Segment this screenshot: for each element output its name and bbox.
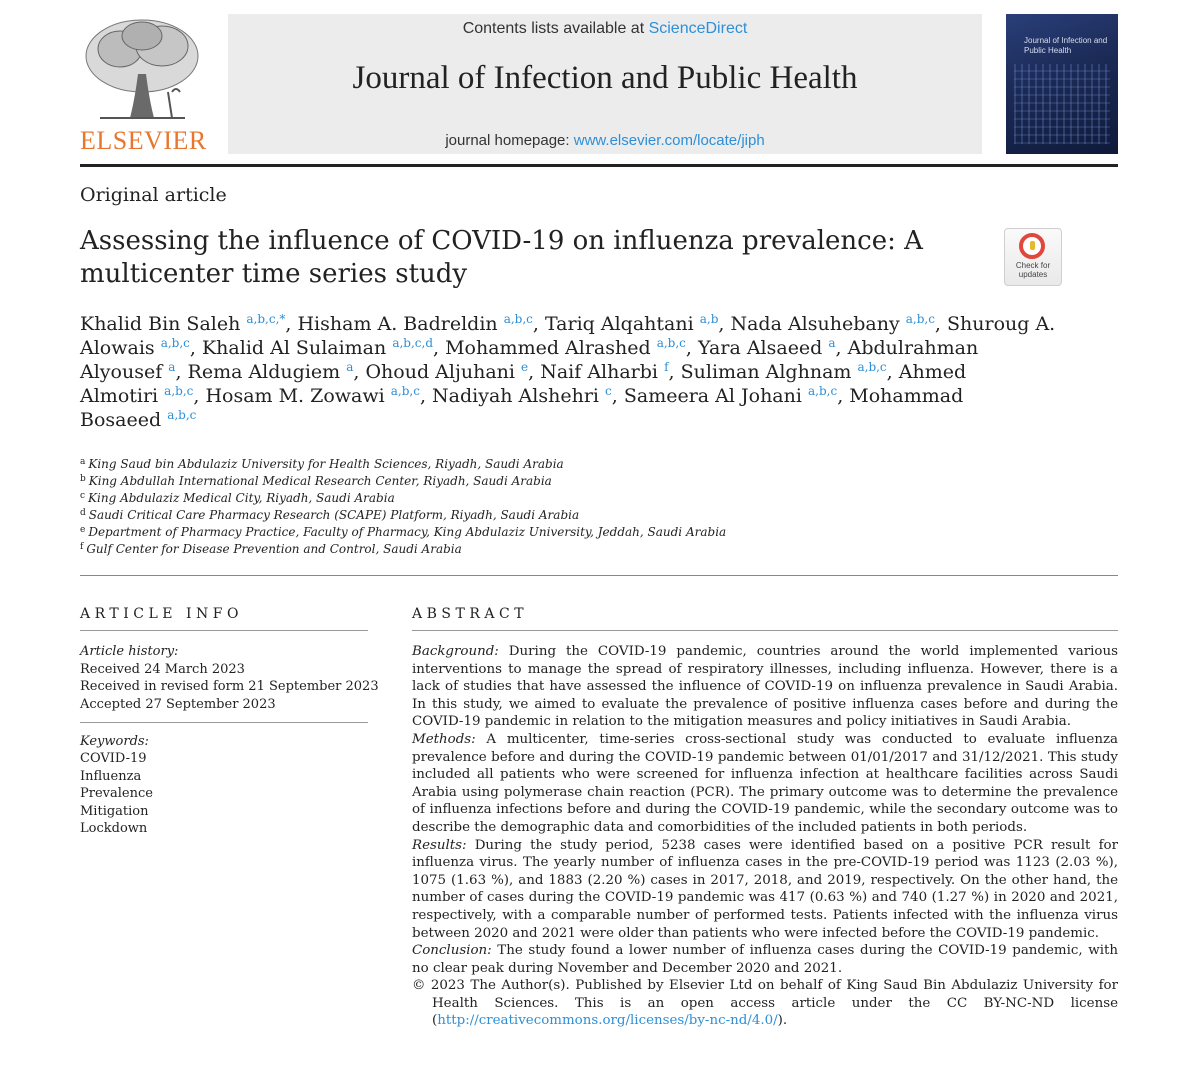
accepted-date: Accepted 27 September 2023 [80,696,276,712]
publisher-wordmark: ELSEVIER [80,126,207,155]
homepage-link[interactable]: www.elsevier.com/locate/jiph [573,132,765,149]
author-name: Hisham A. Badreldin [297,313,498,335]
affiliation-item [80,456,980,473]
keywords-block [80,733,153,837]
keyword: Prevalence [80,786,153,802]
abstract-background [412,643,1118,731]
affiliation-item [80,473,980,490]
article-type: Original article [80,184,227,206]
author [730,313,934,335]
author-affiliation-marks[interactable]: a,b,c [857,360,887,374]
affiliation-key: e [80,525,86,535]
author-name: Nada Alsuhebany [730,313,900,335]
crossmark-icon [1019,233,1045,259]
license-link[interactable]: http://creativecommons.org/licenses/by-nc-nd/4.0/ [437,1013,778,1029]
abstract-body [412,643,1118,1030]
author-affiliation-marks[interactable]: e [521,360,529,374]
affiliation-text: King Saud bin Abdulaziz University for Health Sciences, Riyadh, Saudi Arabia [88,457,564,471]
author-affiliation-marks[interactable]: a,b,c,* [246,312,286,326]
author-affiliation-marks[interactable]: a,b,c [167,408,197,422]
author [445,337,686,359]
cover-title: Journal of Infection and Public Health [1024,36,1108,55]
elsevier-logo [80,14,205,154]
author-affiliation-marks[interactable]: a,b,c [160,336,190,350]
keywords-label: Keywords: [80,734,149,749]
author-affiliation-marks[interactable]: a [168,360,176,374]
author [188,361,354,383]
license-close: ). [777,1013,788,1029]
keyword: Mitigation [80,803,149,819]
affiliation-list [80,456,980,558]
keywords-divider [80,722,368,723]
affiliation-text: King Abdulaziz Medical City, Riyadh, Saudi Arabia [88,491,395,505]
contents-line [228,20,982,38]
header-divider [80,164,1118,167]
author-affiliation-marks[interactable]: a [828,336,836,350]
article-info-divider [80,630,368,631]
license-statement [412,977,1118,1030]
author-name: Hosam M. Zowawi [205,385,385,407]
homepage-prefix: journal homepage: [445,132,574,149]
author [297,313,532,335]
author [432,385,612,407]
affiliation-text: King Abdullah International Medical Research Center, Riyadh, Saudi Arabia [88,474,552,488]
author-affiliation-marks[interactable]: a,b,c [656,336,686,350]
elsevier-tree-icon [80,14,205,124]
abstract-methods [412,731,1118,837]
conclusion-label: Conclusion: [412,943,492,959]
keyword: COVID-19 [80,751,147,767]
author-name: Khalid Bin Saleh [80,313,241,335]
contents-prefix: Contents lists available at [462,20,649,37]
affiliation-item [80,507,980,524]
crossmark-label: Check for updates [1015,261,1051,279]
author-affiliation-marks[interactable]: a,b,c [164,384,194,398]
affiliation-key: f [80,542,84,552]
background-text: During the COVID-19 pandemic, countries around the world implemented various interventions to manage the spread of respiratory illnesses, including influenza. However, there is a lack of studies that have assessed the influence of COVID-19 on influenza prevalence in Saudi Arabia. In this study, we aimed to evaluate the prevalence of positive influenza cases before and during the COVID-19 pandemic in relation to the mitigation measures and policy initiatives in Saudi Arabia. [412,644,1118,730]
author-affiliation-marks[interactable]: a,b,c [905,312,935,326]
affiliation-key: b [80,474,86,484]
affiliation-item [80,541,980,558]
revised-date: Received in revised form 21 September 2023 [80,679,379,694]
author-name: Nadiyah Alshehri [432,385,599,407]
author-affiliation-marks[interactable]: a,b,c [503,312,533,326]
author [681,361,887,383]
journal-title: Journal of Infection and Public Health [352,60,858,96]
conclusion-text: The study found a lower number of influenza cases during the COVID-19 pandemic, with no clear peak during November and December 2020 and 2021. [412,943,1118,976]
article-info-heading: ARTICLE INFO [80,606,243,622]
journal-cover-thumbnail [1006,14,1118,154]
author [698,337,836,359]
received-date: Received 24 March 2023 [80,661,245,677]
affiliation-item [80,490,980,507]
abstract-heading: ABSTRACT [412,606,529,622]
affiliation-key: c [80,491,86,501]
affiliation-text: Saudi Critical Care Pharmacy Research (SCAPE) Platform, Riyadh, Saudi Arabia [88,508,580,522]
affiliation-key: a [80,457,86,467]
homepage-line [228,132,982,149]
author-name: Tariq Alqahtani [544,313,694,335]
check-for-updates-button[interactable] [1004,228,1062,286]
affiliation-text: Gulf Center for Disease Prevention and Control, Saudi Arabia [86,542,462,556]
abstract-conclusion [412,942,1118,977]
keyword: Influenza [80,768,142,784]
section-divider [80,575,1118,576]
article-history [80,643,379,713]
author-affiliation-marks[interactable]: a,b,c,d [392,336,433,350]
affiliation-key: d [80,508,86,518]
sciencedirect-link[interactable]: ScienceDirect [648,20,748,37]
author-affiliation-marks[interactable]: a,b [699,312,719,326]
abstract-divider [412,630,1118,631]
author-name: Shuroug A. Alowais [80,313,1056,359]
license-text: © 2023 The Author(s). Published by Elsevier Ltd on behalf of King Saud Bin Abdulaziz University for Health Sciences. This is an open access article under the CC BY-NC-ND license ( [412,978,1118,1029]
abstract-results [412,837,1118,943]
author-name: Sameera Al Johani [623,385,802,407]
author-name: Abdulrahman Alyousef [80,337,979,383]
author-affiliation-marks[interactable]: a [346,360,354,374]
results-text: During the study period, 5238 cases were identified based on a positive PCR result for influenza virus. The yearly number of influenza cases in the pre-COVID-19 period was 1123 (2.03 %), 1075 (1.63 %), and 1883 (2.20 %) cases in 2017, 2018, and 2019, respectively. On the other hand, the number of cases during the COVID-19 pandemic was 417 (0.63 %) and 740 (1.27 %) in 2020 and 2021, respectively, with a comparable number of performed tests. Patients infected with the influenza virus between 2020 and 2021 were older than patients who were infected before the COVID-19 pandemic. [412,837,1118,941]
author [624,385,837,407]
keyword: Lockdown [80,821,148,837]
author [205,385,419,407]
methods-text: A multicenter, time-series cross-sectional study was conducted to evaluate influenza prevalence before and during the COVID-19 pandemic between 01/01/2017 and 31/12/2021. This study included all patients who were screened for influenza infection at healthcare facilities across Saudi Arabia using polymerase chain reaction (PCR). The primary outcome was to determine the prevalence of influenza infections before and during the COVID-19 pandemic, while the secondary outcome was to describe the demographic data and comorbidities of the included patients in both periods. [412,731,1118,835]
methods-label: Methods: [412,731,476,747]
author [540,361,668,383]
author-affiliation-marks[interactable]: a,b,c [808,384,838,398]
author-name: Ahmed Almotiri [80,361,967,407]
author-list: Khalid Bin Saleh $^{a,b,c,*}$, Hisham A. Badreldin $^{a,b,c}$, Tariq Alqahtani $^{a,b}$, Nada Alsuhebany $^{a,b,c}$, Shuroug A. Alowais $^{a,b,c}$, Khalid Al Sulaiman $^{a,b,c,d}$, Mohammed Alrashed $^{a,b,c}$, Yara Alsaeed $^a$, Abdulrahman Alyousef $^a$, Rema Aldugiem $^a$, Ohoud Aljuhani $^e$, Naif Alharbi $^f$, Suliman Alghnam $^{a,b,c}$, Ahmed Almotiri $^{a,b,c}$, Hosam M. Zowawi $^{a,b,c}$, Nadiyah Alshehri $^c$, Sameera Al Johani $^{a,b,c}$, Mohammad Bosaeed $^{a,b,c}$ [80,312,1056,431]
author-name: Mohammed Alrashed [445,337,651,359]
author [365,361,528,383]
author-affiliation-marks[interactable]: a,b,c [390,384,420,398]
affiliation-text: Department of Pharmacy Practice, Faculty of Pharmacy, King Abdulaziz University, Jeddah, Saudi Arabia [88,525,727,539]
author-name: Ohoud Aljuhani [365,361,515,383]
journal-banner [228,14,982,154]
author-name: Khalid Al Sulaiman [201,337,387,359]
author-name: Suliman Alghnam [680,361,852,383]
author [202,337,433,359]
author-affiliation-marks[interactable]: c [605,384,612,398]
author-affiliation-marks[interactable]: f [664,360,669,374]
author [545,313,718,335]
author-name: Mohammad Bosaeed [80,385,964,431]
background-label: Background: [412,644,499,659]
history-label: Article history: [80,644,179,659]
author-name: Rema Aldugiem [187,361,341,383]
article-title: Assessing the influence of COVID-19 on influenza prevalence: A multicenter time series study [80,226,923,289]
results-label: Results: [412,837,467,853]
cover-pattern [1014,64,1110,144]
affiliation-item [80,524,980,541]
author-name: Naif Alharbi [540,361,659,383]
author [80,313,285,335]
author-name: Yara Alsaeed [697,337,823,359]
